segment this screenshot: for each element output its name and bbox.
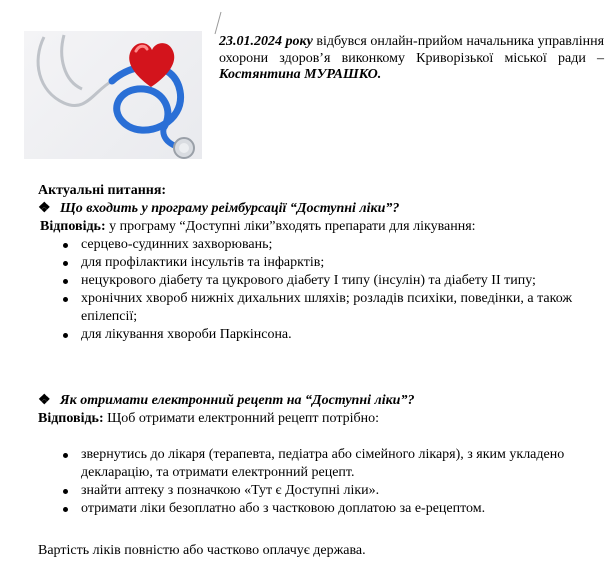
intro-paragraph	[219, 34, 604, 84]
questions-section	[38, 182, 581, 344]
footer-note: Вартість ліків повністю або частково оплачує держава.	[38, 543, 366, 558]
question-1-text: Що входить у програму реімбурсації “Доступні ліки”?	[60, 201, 400, 216]
intro-name: Костянтина МУРАШКО.	[219, 67, 382, 82]
list-item: нецукрового діабету та цукрового діабету І типу (інсулін) та діабету ІІ типу;	[38, 272, 581, 290]
section-heading: Актуальні питання:	[38, 183, 167, 198]
list-item: хронічних хвороб нижніх дихальних шляхів; розладів психіки, поведінки, а також епілепсії;	[38, 290, 581, 326]
question-2-text: Як отримати електронний рецепт на “Доступні ліки”?	[60, 393, 415, 408]
answer-1-label: Відповідь:	[40, 219, 106, 234]
intro-date: 23.01.2024 року	[219, 34, 313, 49]
answer-2-text: Щоб отримати електронний рецепт потрібно:	[103, 411, 380, 426]
intro-text: відбувся онлайн-прийом начальника управління охорони здоров’я виконкому Криворізької міської ради –	[219, 34, 605, 66]
list-item: звернутись до лікаря (терапевта, педіатра або сімейного лікаря), з яким укладено декларацію, та отримати електронний рецепт.	[38, 446, 581, 482]
list-item: знайти аптеку з позначкою «Тут є Доступні ліки».	[38, 482, 581, 500]
answer-2	[38, 410, 581, 428]
stethoscope-heart-icon	[24, 31, 202, 159]
question-1	[38, 200, 581, 218]
list-item: для профілактики інсультів та інфарктів;	[38, 254, 581, 272]
diamond-bullet-icon: ❖	[38, 393, 51, 408]
slash-mark	[213, 11, 223, 35]
answer-1-list	[38, 236, 581, 344]
question-2-section	[38, 392, 581, 518]
diamond-bullet-icon: ❖	[38, 201, 51, 216]
answer-1-text: у програму “Доступні ліки”входять препарати для лікування:	[105, 219, 476, 234]
list-item: серцево-судинних захворювань;	[38, 236, 581, 254]
answer-1	[40, 218, 581, 236]
stethoscope-heart-image	[24, 31, 202, 159]
list-item: для лікування хвороби Паркінсона.	[38, 326, 581, 344]
answer-2-label: Відповідь:	[38, 411, 104, 426]
answer-2-list	[38, 446, 581, 518]
question-2	[38, 392, 581, 410]
list-item: отримати ліки безоплатно або з частковою доплатою за е-рецептом.	[38, 500, 581, 518]
